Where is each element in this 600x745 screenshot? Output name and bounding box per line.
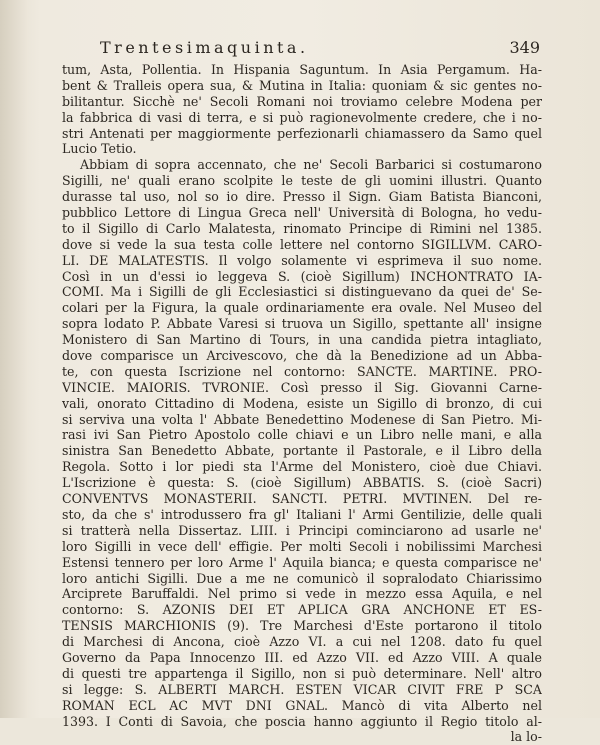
text-line: si legge: S. ALBERTI MARCH. ESTEN VICAR CIVIT FRE P SCA	[62, 681, 542, 697]
text-line: TENSIS MARCHIONIS (9). Tre Marchesi d'Este portarono il titolo	[62, 618, 542, 634]
text-line: Abbiam di sopra accennato, che ne' Secoli Barbarici si costumarono	[80, 157, 542, 173]
text-line: Così in un d'essi io leggeva S. (cioè Sigillum) INCHONTRATO IA-	[62, 268, 542, 284]
text-line: Governo da Papa Innocenzo III. ed Azzo VII. ed Azzo VIII. A quale	[62, 649, 542, 665]
text-line: dove comparisce un Arcivescovo, che dà la Benedizione ad un Abba-	[62, 348, 542, 364]
text-line: si tratterà nella Dissertaz. LIII. i Principi cominciarono ad usarle ne'	[62, 522, 542, 538]
text-line: di questi tre appartenga il Sigillo, non si può determinare. Nell' altro	[62, 665, 542, 681]
text-line: L'Iscrizione è questa: S. (cioè Sigillum) ABBATIS. S. (cioè Sacri)	[62, 475, 542, 491]
text-line: contorno: S. AZONIS DEI ET APLICA GRA ANCHONE ET ES-	[62, 602, 542, 618]
text-line: loro antichi Sigilli. Due a me ne comunicò il sopralodato Chiarissimo	[62, 570, 542, 586]
text-line: pubblico Lettore di Lingua Greca nell' Università di Bologna, ho vedu-	[62, 205, 542, 221]
text-line: sto, da che s' introdussero fra gl' Italiani l' Armi Gentilizie, delle quali	[62, 506, 542, 522]
text-line: Sigilli, ne' quali erano scolpite le teste de gli uomini illustri. Quanto	[62, 173, 542, 189]
text-line: ROMAN ECL AC MVT DNI GNAL. Mancò di vita Alberto nel	[62, 697, 542, 713]
page-gutter-shadow	[0, 0, 28, 718]
text-line: sopra lodato P. Abbate Varesi si truova un Sigillo, spettante all' insigne	[62, 316, 542, 332]
text-line: te, con questa Iscrizione nel contorno: SANCTE. MARTINE. PRO-	[62, 363, 542, 379]
text-line: di Marchesi di Ancona, cioè Azzo VI. a cui nel 1208. dato fu quel	[62, 634, 542, 650]
text-line: COMI. Ma i Sigilli de gli Ecclesiastici si distinguevano da quei de' Se-	[62, 284, 542, 300]
text-line: Lucio Tetio.	[62, 141, 137, 157]
text-line: la fabbrica di vasi di terra, e si può ragionevolmente credere, che i no-	[62, 109, 542, 125]
text-line: Monistero di San Martino di Tours, in una candida pietra intagliato,	[62, 332, 542, 348]
text-line: dove si vede la sua testa colle lettere nel contorno SIGILLVM. CARO-	[62, 236, 542, 252]
text-line: Estensi tennero per loro Arme l' Aquila bianca; e questa comparisce ne'	[62, 554, 542, 570]
text-line: vali, onorato Cittadino di Modena, esiste un Sigillo di bronzo, di cui	[62, 395, 542, 411]
text-line: Arciprete Baruffaldi. Nel primo si vede in mezzo essa Aquila, e nel	[62, 586, 542, 602]
text-line: CONVENTVS MONASTERII. SANCTI. PETRI. MVTINEN. Del re-	[62, 491, 542, 507]
text-line: stri Antenati per maggiormente perfezionarli chiamassero da Samo quel	[62, 125, 542, 141]
running-title: Trentesimaquinta.	[100, 38, 309, 57]
text-line: VINCIE. MAIORIS. TVRONIE. Così presso il Sig. Giovanni Carne-	[62, 379, 542, 395]
text-line: 1393. I Conti di Savoia, che poscia hanno aggiunto il Regio titolo al-	[62, 713, 542, 729]
text-line: Regola. Sotto i lor piedi sta l'Arme del Monistero, cioè due Chiavi.	[62, 459, 542, 475]
text-line: la lo-	[510, 729, 542, 745]
text-line: loro Sigilli in vece dell' effigie. Per molti Secoli i nobilissimi Marchesi	[62, 538, 542, 554]
text-line: bent & Tralleis opera sua, & Mutina in Italia: quoniam & sic gentes no-	[62, 77, 542, 93]
text-line: bilitantur. Sicchè ne' Secoli Romani noi troviamo celebre Modena per	[62, 93, 542, 109]
text-line: colari per la Figura, la quale ordinariamente era ovale. Nel Museo del	[62, 300, 542, 316]
text-line: tum, Asta, Pollentia. In Hispania Saguntum. In Asia Pergamum. Ha-	[62, 62, 542, 77]
text-line: to il Sigillo di Carlo Malatesta, rinomato Principe di Rimini nel 1385.	[62, 220, 542, 236]
text-line: si serviva una volta l' Abbate Benedettino Modenese di San Pietro. Mi-	[62, 411, 542, 427]
text-line: rasi ivi San Pietro Apostolo colle chiavi e un Libro nelle mani, e alla	[62, 427, 542, 443]
text-line: sinistra San Benedetto Abbate, portante il Pastorale, e il Libro della	[62, 443, 542, 459]
body-text	[62, 62, 542, 745]
running-header	[100, 38, 540, 62]
text-line: durasse tal uso, nol so io dire. Presso il Sign. Giam Batista Bianconi,	[62, 189, 542, 205]
page-number: 349	[509, 38, 540, 57]
text-line: LI. DE MALATESTIS. Il volgo solamente vi esprimeva il suo nome.	[62, 252, 542, 268]
